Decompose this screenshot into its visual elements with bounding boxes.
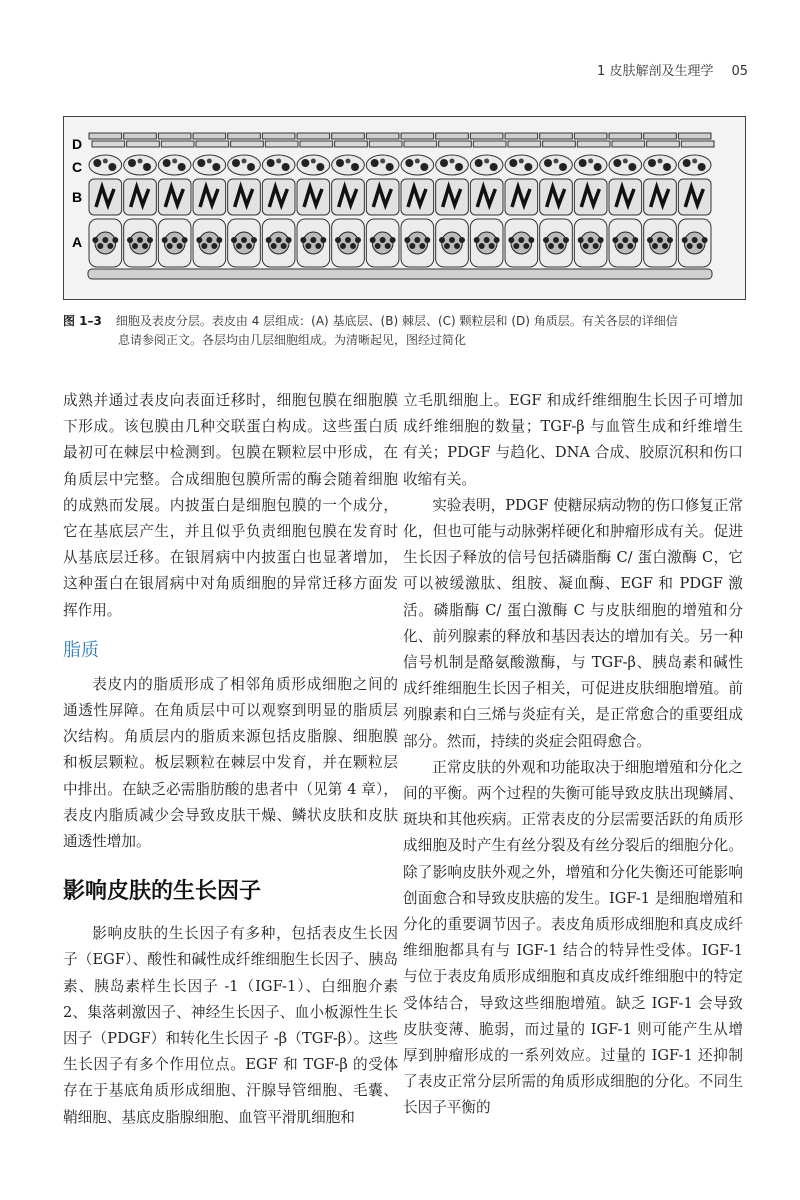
chromatin [182, 237, 188, 243]
chromatin [286, 237, 292, 243]
keratohyalin-granule [475, 159, 483, 167]
chromatin [439, 237, 445, 243]
section-heading-growth-factors: 影响皮肤的生长因子 [63, 879, 262, 905]
chromatin [647, 237, 653, 243]
paragraph: 影响皮肤的生长因子有多种，包括表皮生长因子（EGF）、酸性和碱性成纤维细胞生长因子、胰岛素、胰岛素样生长因子 -1（IGF-1）、白细胞介素 2、集落刺激因子、神经生长因子、血小板源性生长因子（PDGF）和转化生长因子 -β（TGF-β）。这些生长因子有多个作用位点。EGF 和 TGF-β 的受体存在于基底角质形成细胞、汗腺导管细胞、毛囊、鞘细胞、基底皮脂腺细胞、血管平滑肌细胞和 [63, 925, 398, 1126]
keratohyalin-granule [613, 159, 621, 167]
corneocyte [644, 133, 677, 139]
corneocyte [297, 133, 330, 139]
keratohyalin-granule [648, 159, 656, 167]
corneocyte [647, 141, 680, 147]
page-number: 05 [731, 64, 748, 79]
corneocyte [366, 133, 399, 139]
chromatin [335, 237, 341, 243]
chromatin [167, 243, 173, 249]
corneocyte [228, 133, 261, 139]
keratohyalin-granule [594, 163, 602, 171]
keratohyalin-granule [336, 159, 344, 167]
chromatin [528, 237, 534, 243]
chromatin [380, 237, 386, 243]
chromatin [702, 237, 708, 243]
chromatin [310, 237, 316, 243]
chromatin [682, 237, 688, 243]
chromatin [494, 237, 500, 243]
chromatin [315, 243, 321, 249]
corneocyte [231, 141, 264, 147]
chromatin [444, 243, 450, 249]
chromatin [563, 237, 569, 243]
chromatin [271, 243, 277, 249]
chromatin [667, 237, 673, 243]
paragraph: 正常皮肤的外观和功能取决于细胞增殖和分化之间的平衡。两个过程的失衡可能导致皮肤出现鳞屑、斑块和其他疾病。正常表皮的分层需要活跃的角质形成细胞及时产生有丝分裂及有丝分裂后的细胞分化。除了影响皮肤外观之外，增殖和分化失衡还可能影响创面愈合和导致皮肤癌的发生。IGF-1 是细胞增殖和分化的重要调节因子。表皮角质形成细胞和真皮成纤维细胞都具有与 IGF-1 结合的特异性受体。IGF-1 与位于表皮角质形成细胞和真皮成纤维细胞中的特定受体结合，导致这些细胞增殖。缺乏 IGF-1 会导致皮肤变薄、脆弱，而过量的 IGF-1 则可能产生从增厚到肿瘤形成的一系列效应。过量的 IGF-1 还抑制了表皮正常分层所需的角质形成细胞的分化。不同生长因子平衡的 [403, 758, 743, 1117]
corneocyte [158, 133, 191, 139]
keratohyalin-granule [311, 159, 316, 164]
corneocyte [196, 141, 229, 147]
chromatin [196, 237, 202, 243]
chromatin [657, 237, 663, 243]
layer-label-a: A [72, 234, 83, 250]
chromatin [454, 243, 460, 249]
chromatin [632, 237, 638, 243]
chromatin [459, 237, 465, 243]
keratohyalin-granule [683, 159, 691, 167]
chromatin [112, 237, 118, 243]
keratohyalin-granule [207, 159, 212, 164]
corneocyte [505, 133, 538, 139]
keratohyalin-granule [178, 163, 186, 171]
keratohyalin-granule [698, 163, 706, 171]
chromatin [127, 237, 133, 243]
keratohyalin-granule [103, 159, 108, 164]
chromatin [662, 243, 668, 249]
corneocyte [335, 141, 368, 147]
chromatin [211, 243, 217, 249]
corneocyte [473, 141, 506, 147]
paragraph: 表皮内的脂质形成了相邻角质形成细胞之间的通透性屏障。在角质层中可以观察到明显的脂质层次结构。角质层内的脂质来源包括皮脂腺、细胞膜和板层颗粒。板层颗粒在棘层中发育，并在颗粒层中排出。在缺乏必需脂肪酸的患者中（见第 4 章），表皮内脂质减少会导致皮肤干燥、鳞状皮肤和皮肤通透性增加。 [63, 675, 398, 851]
section-heading-lipids: 脂质 [63, 639, 99, 661]
chromatin [583, 243, 589, 249]
corneocyte [439, 141, 472, 147]
chromatin [558, 243, 564, 249]
corneocyte [193, 133, 226, 139]
corneocyte [332, 133, 365, 139]
chromatin [370, 237, 376, 243]
corneocyte [124, 133, 157, 139]
chromatin [142, 243, 148, 249]
chromatin [231, 237, 237, 243]
chromatin [612, 237, 618, 243]
chromatin [236, 243, 242, 249]
corneocyte [92, 141, 125, 147]
corneocyte [574, 133, 607, 139]
keratohyalin-granule [371, 159, 379, 167]
corneocyte [404, 141, 437, 147]
chromatin [276, 237, 282, 243]
chromatin [543, 237, 549, 243]
layer-label-b: B [72, 189, 83, 205]
chromatin [246, 243, 252, 249]
keratohyalin-granule [559, 163, 567, 171]
chromatin [479, 243, 485, 249]
keratohyalin-granule [519, 159, 524, 164]
corneocyte [470, 133, 503, 139]
keratohyalin-granule [484, 159, 489, 164]
corneocyte [161, 141, 194, 147]
corneocyte [612, 141, 645, 147]
keratohyalin-granule [212, 163, 220, 171]
cell-layers [88, 133, 714, 279]
corneocyte [577, 141, 610, 147]
keratohyalin-granule [386, 163, 394, 171]
keratohyalin-granule [351, 163, 359, 171]
chromatin [593, 243, 599, 249]
keratohyalin-granule [490, 163, 498, 171]
keratohyalin-granule [509, 159, 517, 167]
chromatin [484, 237, 490, 243]
layer-label-c: C [72, 159, 83, 175]
chromatin [216, 237, 222, 243]
keratohyalin-granule [405, 159, 413, 167]
figure-caption [63, 312, 746, 350]
corneocyte [89, 133, 122, 139]
chromatin [513, 243, 519, 249]
chromatin [449, 237, 455, 243]
chromatin [553, 237, 559, 243]
chromatin [345, 237, 351, 243]
corneocyte [300, 141, 333, 147]
keratohyalin-granule [267, 159, 275, 167]
chromatin [102, 237, 108, 243]
keratohyalin-granule [128, 159, 136, 167]
caption-label: 图 1–3 [63, 314, 102, 328]
keratohyalin-granule [232, 159, 240, 167]
keratohyalin-granule [420, 163, 428, 171]
corneocyte [369, 141, 402, 147]
chromatin [97, 243, 103, 249]
chromatin [523, 243, 529, 249]
chromatin [578, 237, 584, 243]
chromatin [92, 237, 98, 243]
chromatin [137, 237, 143, 243]
epidermis-illustration [64, 117, 745, 299]
corneocyte [265, 141, 298, 147]
chromatin [300, 237, 306, 243]
keratohyalin-granule [588, 159, 593, 164]
chromatin [201, 243, 207, 249]
chromatin [697, 243, 703, 249]
keratohyalin-granule [554, 159, 559, 164]
chromatin [598, 237, 604, 243]
epidermis-figure [63, 116, 746, 300]
keratohyalin-granule [242, 159, 247, 164]
chromatin [652, 243, 658, 249]
chromatin [588, 237, 594, 243]
paragraph: 实验表明，PDGF 使糖尿病动物的伤口修复正常化，但也可能与动脉粥样硬化和肿瘤形成有关。促进生长因子释放的信号包括磷脂酶 C/ 蛋白激酶 C，它可以被缓激肽、组胺、凝血酶、EGF 和 PDGF 激活。磷脂酶 C/ 蛋白激酶 C 与皮肤细胞的增殖和分化、前列腺素的释放和基因表达的增加有关。另一种信号机制是酪氨酸激酶，与 TGF-β、胰岛素和碱性成纤维细胞生长因子相关，可促进皮肤细胞增殖。前列腺素和白三烯与炎症有关，是正常愈合的重要组成部分。然而，持续的炎症会阻碍愈合。 [403, 496, 743, 750]
chromatin [692, 237, 698, 243]
chromatin [172, 237, 178, 243]
chromatin [390, 237, 396, 243]
chromatin [489, 243, 495, 249]
keratohyalin-granule [440, 159, 448, 167]
keratohyalin-granule [415, 159, 420, 164]
chromatin [206, 237, 212, 243]
keratohyalin-granule [247, 163, 255, 171]
keratohyalin-granule [316, 163, 324, 171]
keratohyalin-granule [93, 159, 101, 167]
chromatin [548, 243, 554, 249]
corneocyte [543, 141, 576, 147]
keratohyalin-granule [663, 163, 671, 171]
chromatin [404, 237, 410, 243]
left-column [63, 388, 398, 1131]
chromatin [107, 243, 113, 249]
basement-membrane [88, 269, 712, 279]
corneocyte [678, 133, 711, 139]
keratohyalin-granule [138, 159, 143, 164]
keratohyalin-granule [108, 163, 116, 171]
right-column [403, 388, 743, 1122]
chromatin [375, 243, 381, 249]
keratohyalin-granule [172, 159, 177, 164]
chromatin [617, 243, 623, 249]
corneocyte [262, 133, 295, 139]
chromatin [177, 243, 183, 249]
chromatin [241, 237, 247, 243]
corneocyte [508, 141, 541, 147]
keratohyalin-granule [658, 159, 663, 164]
chromatin [320, 237, 326, 243]
keratohyalin-granule [450, 159, 455, 164]
keratohyalin-granule [143, 163, 151, 171]
caption-text-line2: 息请参阅正文。各层均由几层细胞组成。为清晰起见，图经过简化 [118, 333, 467, 347]
corneocyte [436, 133, 469, 139]
chromatin [266, 237, 272, 243]
chromatin [385, 243, 391, 249]
keratohyalin-granule [628, 163, 636, 171]
chromatin [419, 243, 425, 249]
chromatin [474, 237, 480, 243]
chromatin [251, 237, 257, 243]
corneocyte [127, 141, 160, 147]
layer-label-d: D [72, 136, 83, 152]
chromatin [687, 243, 693, 249]
chromatin [409, 243, 415, 249]
keratohyalin-granule [197, 159, 205, 167]
keratohyalin-granule [524, 163, 532, 171]
chromatin [162, 237, 168, 243]
chromatin [627, 243, 633, 249]
chromatin [622, 237, 628, 243]
keratohyalin-granule [282, 163, 290, 171]
chromatin [305, 243, 311, 249]
corneocyte [401, 133, 434, 139]
chromatin [281, 243, 287, 249]
caption-text-line1: 细胞及表皮分层。表皮由 4 层组成：(A) 基底层、(B) 棘层、(C) 颗粒层和 (D) 角质层。有关各层的详细信 [115, 314, 678, 328]
keratohyalin-granule [623, 159, 628, 164]
chromatin [132, 243, 138, 249]
keratohyalin-granule [692, 159, 697, 164]
chromatin [414, 237, 420, 243]
keratohyalin-granule [346, 159, 351, 164]
keratohyalin-granule [544, 159, 552, 167]
chapter-title: 1 皮肤解剖及生理学 [597, 64, 714, 79]
chromatin [147, 237, 153, 243]
chromatin [424, 237, 430, 243]
corneocyte [681, 141, 714, 147]
chromatin [355, 237, 361, 243]
paragraph: 立毛肌细胞上。EGF 和成纤维细胞生长因子可增加成纤维细胞的数量；TGF-β 与血管生成和纤维增生有关；PDGF 与趋化、DNA 合成、胶原沉积和伤口收缩有关。 [403, 392, 743, 488]
keratohyalin-granule [455, 163, 463, 171]
keratohyalin-granule [380, 159, 385, 164]
chromatin [508, 237, 514, 243]
corneocyte [540, 133, 573, 139]
chromatin [340, 243, 346, 249]
chromatin [350, 243, 356, 249]
keratohyalin-granule [163, 159, 171, 167]
keratohyalin-granule [276, 159, 281, 164]
corneocyte [609, 133, 642, 139]
paragraph: 成熟并通过表皮向表面迁移时，细胞包膜在细胞膜下形成。该包膜由几种交联蛋白构成。这些蛋白质最初可在棘层中检测到。包膜在颗粒层中形成，在角质层中完整。合成细胞包膜所需的酶会随着细胞的成熟而发展。内披蛋白是细胞包膜的一个成分，它在基底层产生，并且似乎负责细胞包膜在发育时从基底层迁移。在银屑病中内披蛋白也显著增加，这种蛋白在银屑病中对角质细胞的异常迁移方面发挥作用。 [63, 392, 398, 619]
keratohyalin-granule [301, 159, 309, 167]
keratohyalin-granule [579, 159, 587, 167]
chromatin [518, 237, 524, 243]
running-header [597, 60, 748, 79]
